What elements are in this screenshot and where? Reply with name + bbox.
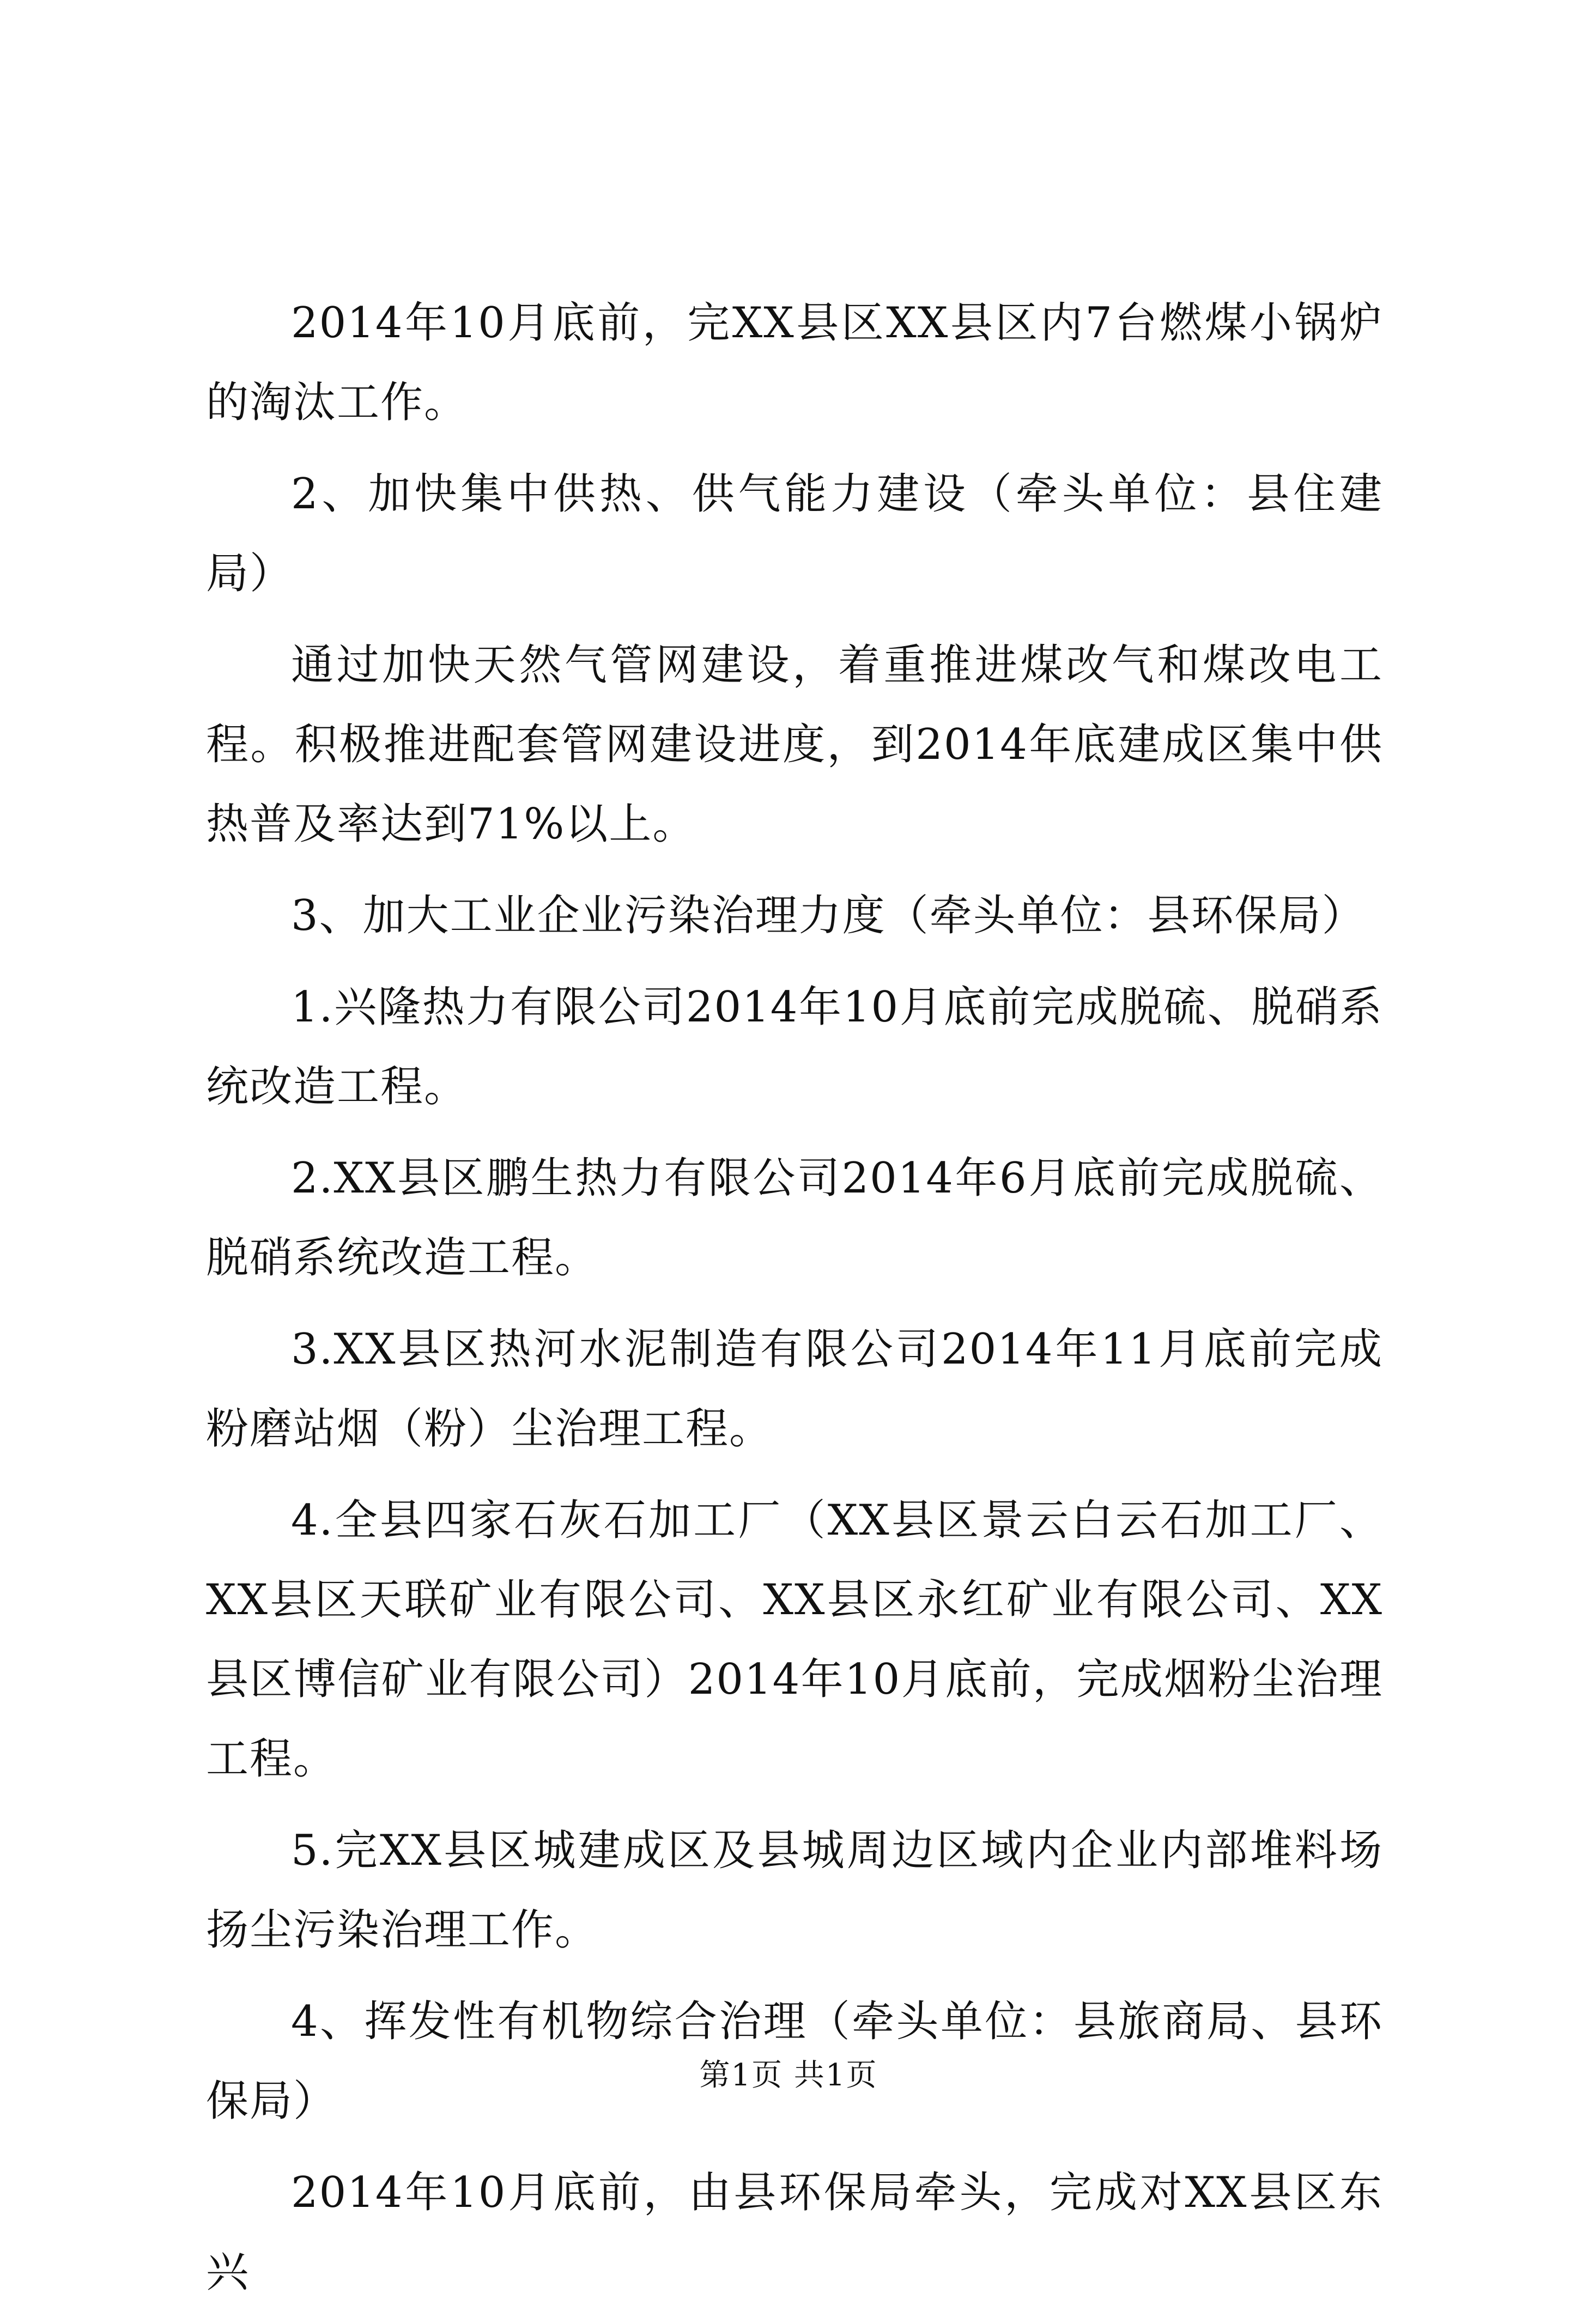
paragraph: 2014年10月底前，由县环保局牵头，完成对XX县区东兴 — [206, 2168, 1383, 2297]
paragraph: 2014年10月底前，完XX县区XX县区内7台燃煤小锅炉的淘汰工作。 — [206, 299, 1383, 427]
list-item: 2.XX县区鹏生热力有限公司2014年6月底前完成脱硫、脱硝系统改造工程。 — [206, 1154, 1383, 1282]
page-footer: 第1页 共1页 — [699, 2058, 878, 2093]
list-item: 4.全县四家石灰石加工厂（XX县区景云白云石加工厂、XX县区天联矿业有限公司、XX县区永红矿业有限公司、XX县区博信矿业有限公司）2014年10月底前，完成烟粉尘治理工程。 — [206, 1496, 1383, 1784]
section-heading: 4、挥发性有机物综合治理（牵头单位：县旅商局、县环保局） — [206, 1997, 1383, 2126]
list-item: 5.完XX县区城建成区及县城周边区域内企业内部堆料场扬尘污染治理工作。 — [206, 1826, 1383, 1955]
document-body — [206, 283, 1383, 2324]
section-heading: 2、加快集中供热、供气能力建设（牵头单位：县住建局） — [206, 470, 1383, 598]
list-item: 3.XX县区热河水泥制造有限公司2014年11月底前完成粉磨站烟（粉）尘治理工程。 — [206, 1325, 1383, 1453]
paragraph: 通过加快天然气管网建设，着重推进煤改气和煤改电工程。积极推进配套管网建设进度，到2014年底建成区集中供热普及率达到71%以上。 — [206, 641, 1383, 849]
section-heading: 3、加大工业企业污染治理力度（牵头单位：县环保局） — [291, 891, 1366, 940]
list-item: 1.兴隆热力有限公司2014年10月底前完成脱硫、脱硝系统改造工程。 — [206, 983, 1383, 1111]
